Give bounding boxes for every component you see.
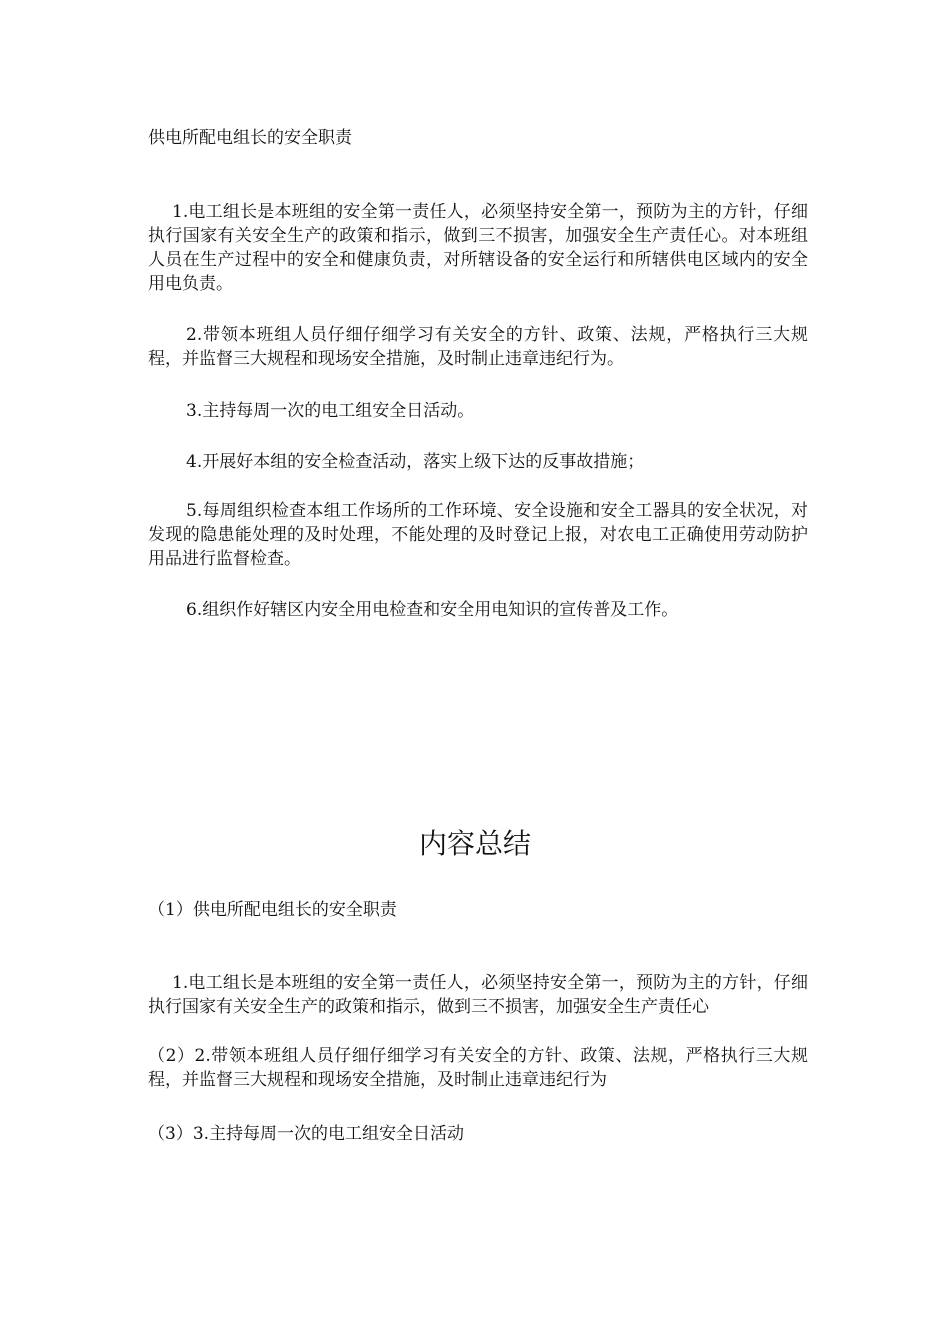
duty-paragraph-1: 1.电工组长是本班组的安全第一责任人，必须坚持安全第一，预防为主的方针，仔细执行国家有关安全生产的政策和指示，做到三不损害，加强安全生产责任心。对本班组人员在生产过程中的安全和健康负责，对所辖设备的安全运行和所辖供电区域内的安全用电负责。 [148,202,808,294]
duty-paragraph-2: 2.带领本班组人员仔细仔细学习有关安全的方针、政策、法规，严格执行三大规程，并监督三大规程和现场安全措施，及时制止违章违纪行为。 [148,325,808,369]
duty-paragraph-3: 3.主持每周一次的电工组安全日活动。 [186,401,475,421]
duty-paragraph-4: 4.开展好本组的安全检查活动，落实上级下达的反事故措施； [186,452,645,472]
duty-paragraph-6: 6.组织作好辖区内安全用电检查和安全用电知识的宣传普及工作。 [186,600,679,620]
summary-item-3: （2）2.带领本班组人员仔细仔细学习有关安全的方针、政策、法规，严格执行三大规程，并监督三大规程和现场安全措施，及时制止违章违纪行为 [148,1046,808,1090]
summary-item-2: 1.电工组长是本班组的安全第一责任人，必须坚持安全第一，预防为主的方针，仔细执行国家有关安全生产的政策和指示，做到三不损害，加强安全生产责任心 [148,973,808,1017]
document-title: 供电所配电组长的安全职责 [148,128,352,148]
summary-item-4: （3）3.主持每周一次的电工组安全日活动 [148,1124,465,1144]
summary-heading: 内容总结 [418,827,531,860]
duty-paragraph-5: 5.每周组织检查本组工作场所的工作环境、安全设施和安全工器具的安全状况，对发现的隐患能处理的及时处理，不能处理的及时登记上报，对农电工正确使用劳动防护用品进行监督检查。 [148,501,808,569]
summary-item-1: （1）供电所配电组长的安全职责 [148,900,397,920]
